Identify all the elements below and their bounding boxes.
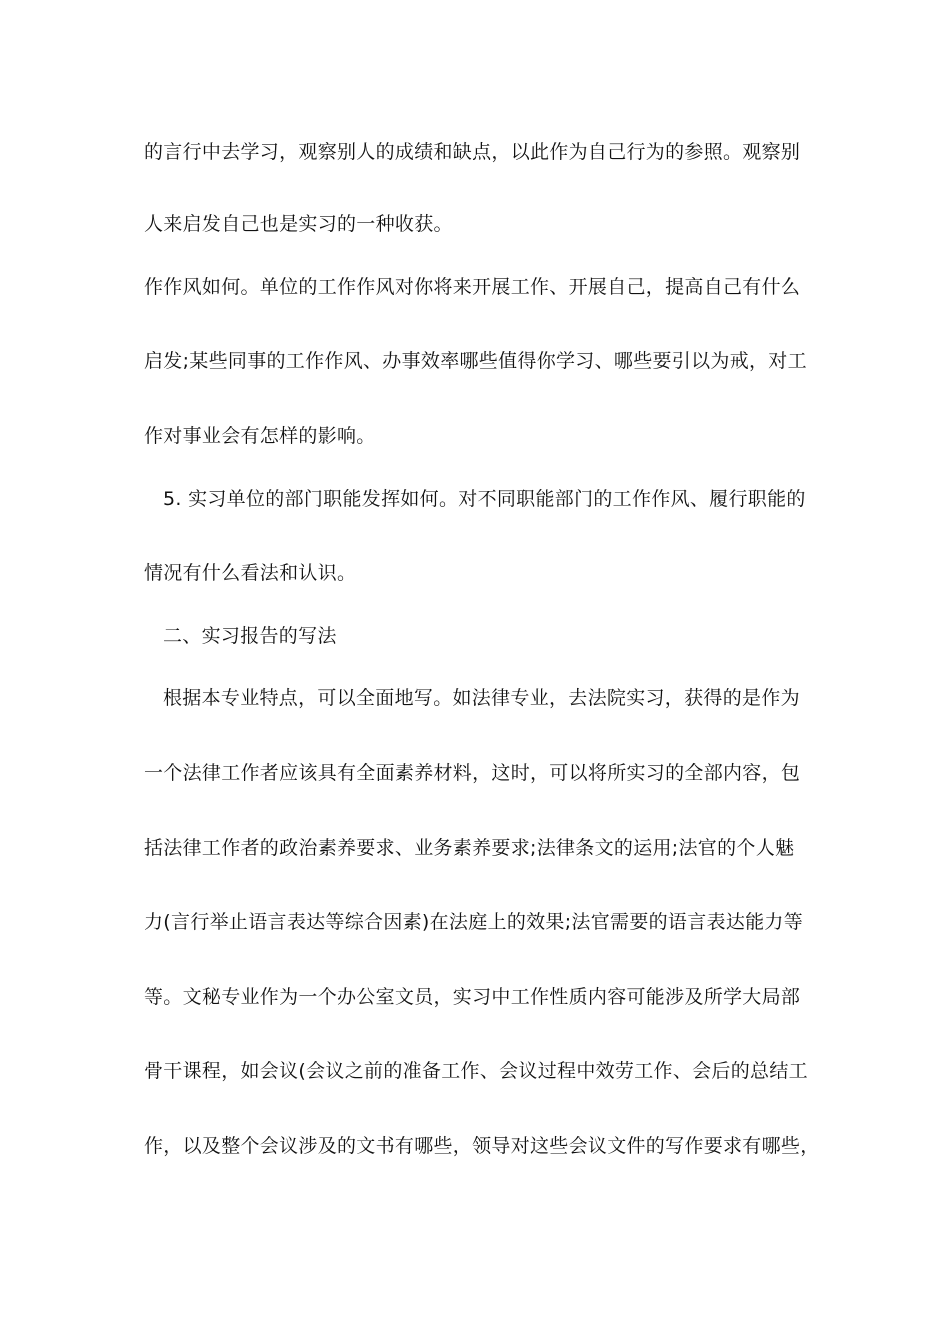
paragraph-start: 根据本专业特点，可以全面地写。如法律专业，去法院实习，获得的是作为: [163, 687, 800, 709]
text-line: 作，以及整个会议涉及的文书有哪些，领导对这些会议文件的写作要求有哪些，: [144, 1135, 820, 1157]
text-line: 作对事业会有怎样的影响。: [144, 425, 376, 447]
text-line: 骨干课程，如会议(会议之前的准备工作、会议过程中效劳工作、会后的总结工: [144, 1060, 808, 1082]
text-line: 力(言行举止语言表达等综合因素)在法庭上的效果;法官需要的语言表达能力等: [144, 911, 804, 933]
list-item-5: 5. 实习单位的部门职能发挥如何。对不同职能部门的工作作风、履行职能的: [163, 488, 806, 510]
text-line: 启发;某些同事的工作作风、办事效率哪些值得你学习、哪些要引以为戒，对工: [144, 350, 807, 372]
text-line: 的言行中去学习，观察别人的成绩和缺点，以此作为自己行为的参照。观察别: [144, 141, 801, 163]
text-line: 一个法律工作者应该具有全面素养材料，这时，可以将所实习的全部内容，包: [144, 762, 801, 784]
text-line: 人来启发自己也是实习的一种收获。: [144, 213, 453, 235]
text-line: 括法律工作者的政治素养要求、业务素养要求;法律条文的运用;法官的个人魅: [144, 837, 795, 859]
text-line: 作作风如何。单位的工作作风对你将来开展工作、开展自己，提高自己有什么: [144, 276, 801, 298]
text-line: 等。文秘专业作为一个办公室文员，实习中工作性质内容可能涉及所学大局部: [144, 986, 801, 1008]
section-heading: 二、实习报告的写法: [163, 625, 337, 647]
text-line: 情况有什么看法和认识。: [144, 562, 357, 584]
